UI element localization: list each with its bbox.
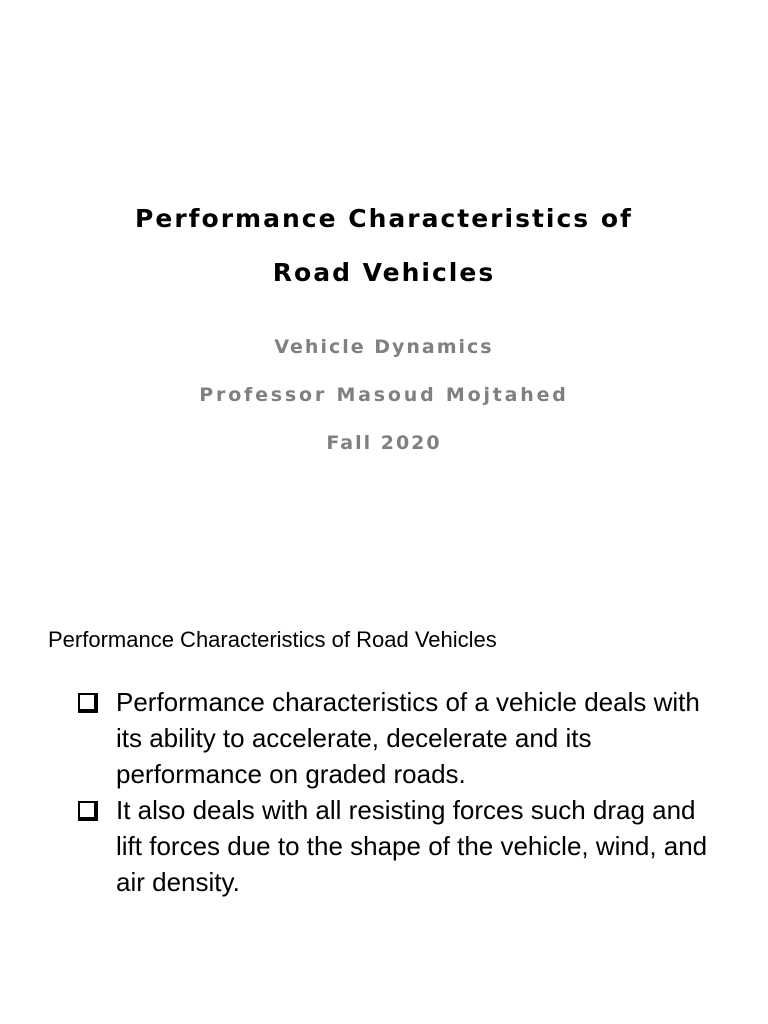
bullet-text-2: It also deals with all resisting forces such drag and lift forces due to the shape of the vehicle, wind, and air density. xyxy=(116,795,708,897)
bullet-item-2 xyxy=(78,792,718,900)
slide-title-line-1: Performance Characteristics of xyxy=(135,204,633,233)
bullet-list xyxy=(78,684,718,900)
bullet-text-1: Performance characteristics of a vehicle deals with its ability to accelerate, decelerate and its performance on graded roads. xyxy=(116,687,700,789)
course-name: Vehicle Dynamics xyxy=(274,336,494,358)
checkbox-icon xyxy=(78,693,98,713)
section-heading: Performance Characteristics of Road Vehicles xyxy=(48,627,497,652)
bullet-item-1 xyxy=(78,684,718,792)
slide-title xyxy=(0,192,768,300)
checkbox-icon xyxy=(78,801,98,821)
professor-name: Professor Masoud Mojtahed xyxy=(199,384,569,406)
term: Fall 2020 xyxy=(326,432,442,454)
slide-title-line-2: Road Vehicles xyxy=(272,258,496,287)
